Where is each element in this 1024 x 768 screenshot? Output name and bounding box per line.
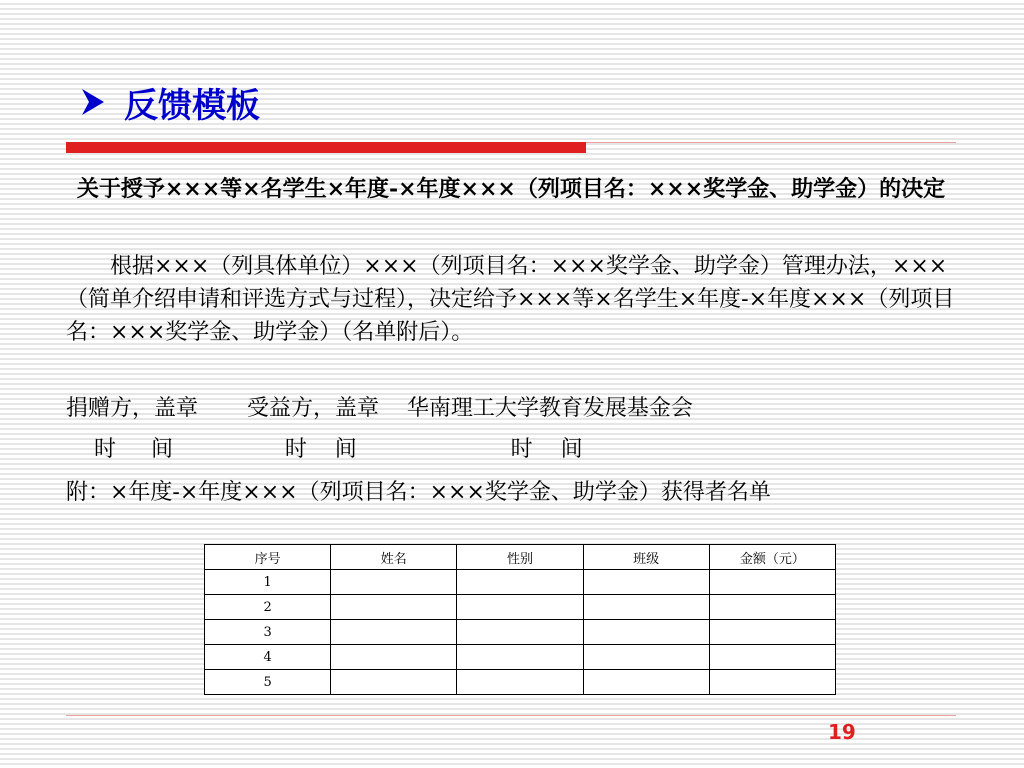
title-underline-bar xyxy=(66,142,586,153)
table-cell xyxy=(583,645,709,670)
table-cell xyxy=(457,645,583,670)
footer-divider xyxy=(66,715,956,716)
table-row xyxy=(205,670,836,695)
table-cell xyxy=(583,670,709,695)
table-cell-index: 5 xyxy=(205,670,331,695)
table-cell xyxy=(709,595,835,620)
table-row xyxy=(205,620,836,645)
table-header-row xyxy=(205,545,836,570)
table-cell-index: 2 xyxy=(205,595,331,620)
table-row xyxy=(205,595,836,620)
signature-line: 捐赠方，盖章 受益方，盖章 华南理工大学教育发展基金会 xyxy=(66,396,693,421)
table-row xyxy=(205,570,836,595)
column-header-name: 姓名 xyxy=(331,545,457,570)
table-cell xyxy=(457,595,583,620)
column-header-gender: 性别 xyxy=(457,545,583,570)
attachment-note: 附：×年度-×年度×××（列项目名：×××奖学金、助学金）获得者名单 xyxy=(66,480,771,505)
table-cell xyxy=(331,620,457,645)
column-header-index: 序号 xyxy=(205,545,331,570)
time-line: 时 间 时 间 时 间 xyxy=(66,437,583,462)
table-cell xyxy=(583,570,709,595)
table-cell xyxy=(583,620,709,645)
table-cell xyxy=(331,645,457,670)
page-number: 19 xyxy=(828,720,856,744)
table-row xyxy=(205,645,836,670)
title-underline-thin xyxy=(586,142,956,143)
table-cell xyxy=(331,570,457,595)
table-cell xyxy=(709,570,835,595)
slide-title xyxy=(80,72,260,132)
column-header-class: 班级 xyxy=(583,545,709,570)
table-cell xyxy=(709,645,835,670)
body-paragraph: 根据×××（列具体单位）×××（列项目名：×××奖学金、助学金）管理办法，×××（简单介绍申请和评选方式与过程），决定给予×××等×名学生×年度-×年度×××（列项目名：×××奖学金、助学金）（名单附后）。 xyxy=(66,254,955,345)
table-cell-index: 1 xyxy=(205,570,331,595)
column-header-amount: 金额（元） xyxy=(709,545,835,570)
table-cell xyxy=(331,595,457,620)
table-cell xyxy=(709,620,835,645)
recipient-table xyxy=(204,544,836,695)
table-cell xyxy=(583,595,709,620)
table-cell-index: 4 xyxy=(205,645,331,670)
document-heading: 关于授予×××等×名学生×年度-×年度×××（列项目名：×××奖学金、助学金）的决定 xyxy=(76,176,946,202)
table-cell xyxy=(457,620,583,645)
arrow-bullet-icon xyxy=(80,87,106,117)
table-cell-index: 3 xyxy=(205,620,331,645)
table-cell xyxy=(457,670,583,695)
table-cell xyxy=(457,570,583,595)
table-cell xyxy=(331,670,457,695)
table-cell xyxy=(709,670,835,695)
slide-title-text: 反馈模板 xyxy=(124,85,260,126)
